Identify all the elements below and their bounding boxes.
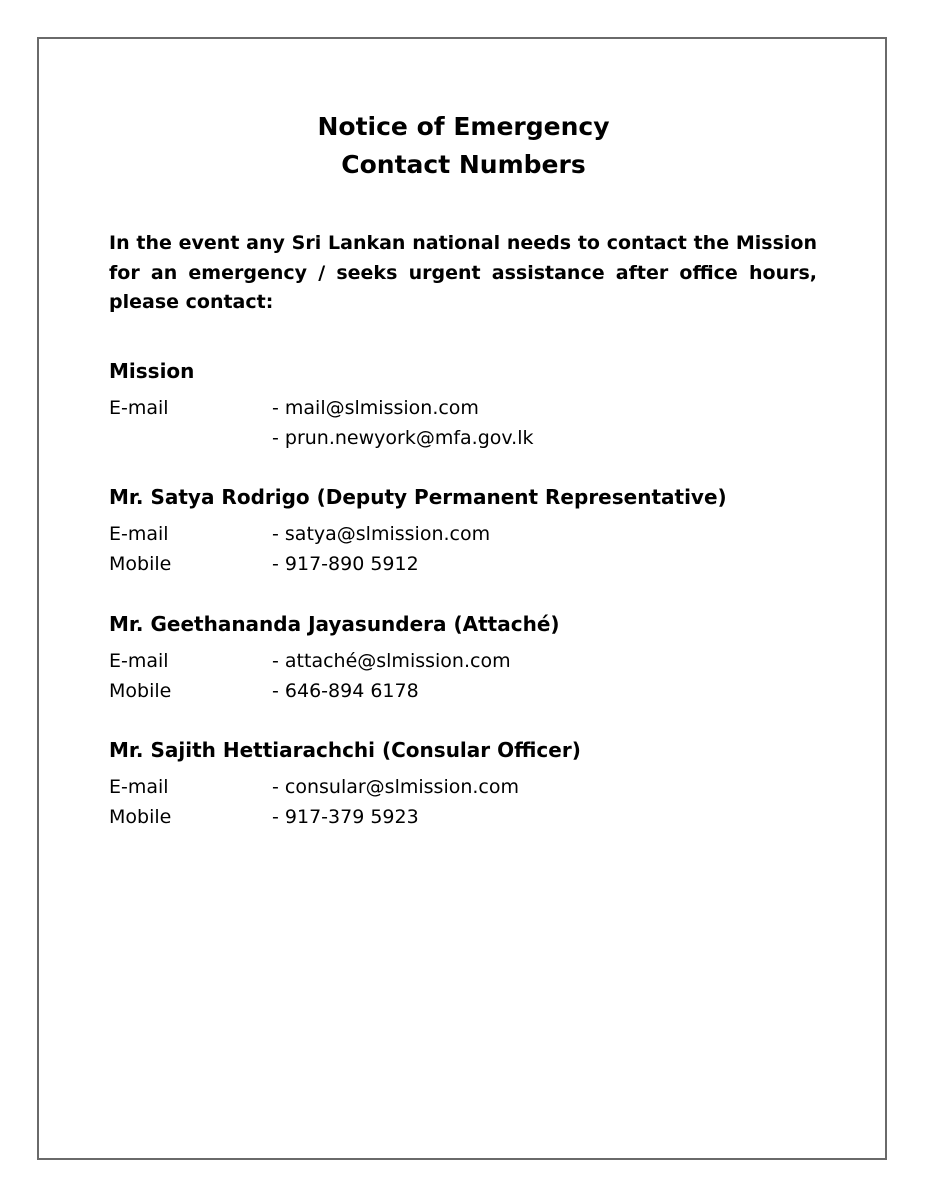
intro-paragraph: In the event any Sri Lankan national needs to contact the Mission for an emergency / seeks urgent assistance after office hours, please contact: xyxy=(109,232,817,313)
mobile-value[interactable]: - 917-890 5912 xyxy=(272,552,419,575)
contact-section-consular-officer xyxy=(109,735,829,832)
contact-row-email xyxy=(109,647,829,677)
section-heading-attache: Mr. Geethananda Jayasundera (Attaché) xyxy=(109,612,560,636)
row-label: E-mail xyxy=(109,523,169,545)
row-label: Mobile xyxy=(109,552,172,575)
row-label: E-mail xyxy=(109,397,169,419)
contact-row-email xyxy=(109,394,829,424)
section-heading-consular-officer: Mr. Sajith Hettiarachchi (Consular Officer) xyxy=(109,738,581,762)
email-value[interactable]: - mail@slmission.com xyxy=(272,397,479,419)
email-value[interactable]: - prun.newyork@mfa.gov.lk xyxy=(272,426,534,449)
section-heading-mission: Mission xyxy=(109,359,195,383)
notice-title-line2: Contact Numbers xyxy=(341,150,586,179)
email-value[interactable]: - satya@slmission.com xyxy=(272,523,491,545)
contact-section-deputy-representative xyxy=(109,482,829,579)
section-heading-deputy-representative: Mr. Satya Rodrigo (Deputy Permanent Representative) xyxy=(109,485,727,509)
row-label: E-mail xyxy=(109,650,169,672)
contact-row-mobile xyxy=(109,803,829,833)
contact-row-email-alt xyxy=(109,424,829,454)
row-label: E-mail xyxy=(109,776,169,798)
mission-section xyxy=(109,356,829,453)
contact-section-attache xyxy=(109,609,829,706)
row-label xyxy=(109,424,272,454)
contact-row-email xyxy=(109,773,829,803)
notice-title-line1: Notice of Emergency xyxy=(317,112,610,141)
contact-row-mobile xyxy=(109,677,829,707)
email-value[interactable]: - attaché@slmission.com xyxy=(272,650,511,672)
mobile-value[interactable]: - 917-379 5923 xyxy=(272,805,419,828)
contact-row-mobile xyxy=(109,550,829,580)
mobile-value[interactable]: - 646-894 6178 xyxy=(272,679,419,702)
row-label: Mobile xyxy=(109,805,172,828)
row-label: Mobile xyxy=(109,679,172,702)
page-border xyxy=(37,37,887,1160)
email-value[interactable]: - consular@slmission.com xyxy=(272,776,520,798)
contact-row-email xyxy=(109,520,829,550)
